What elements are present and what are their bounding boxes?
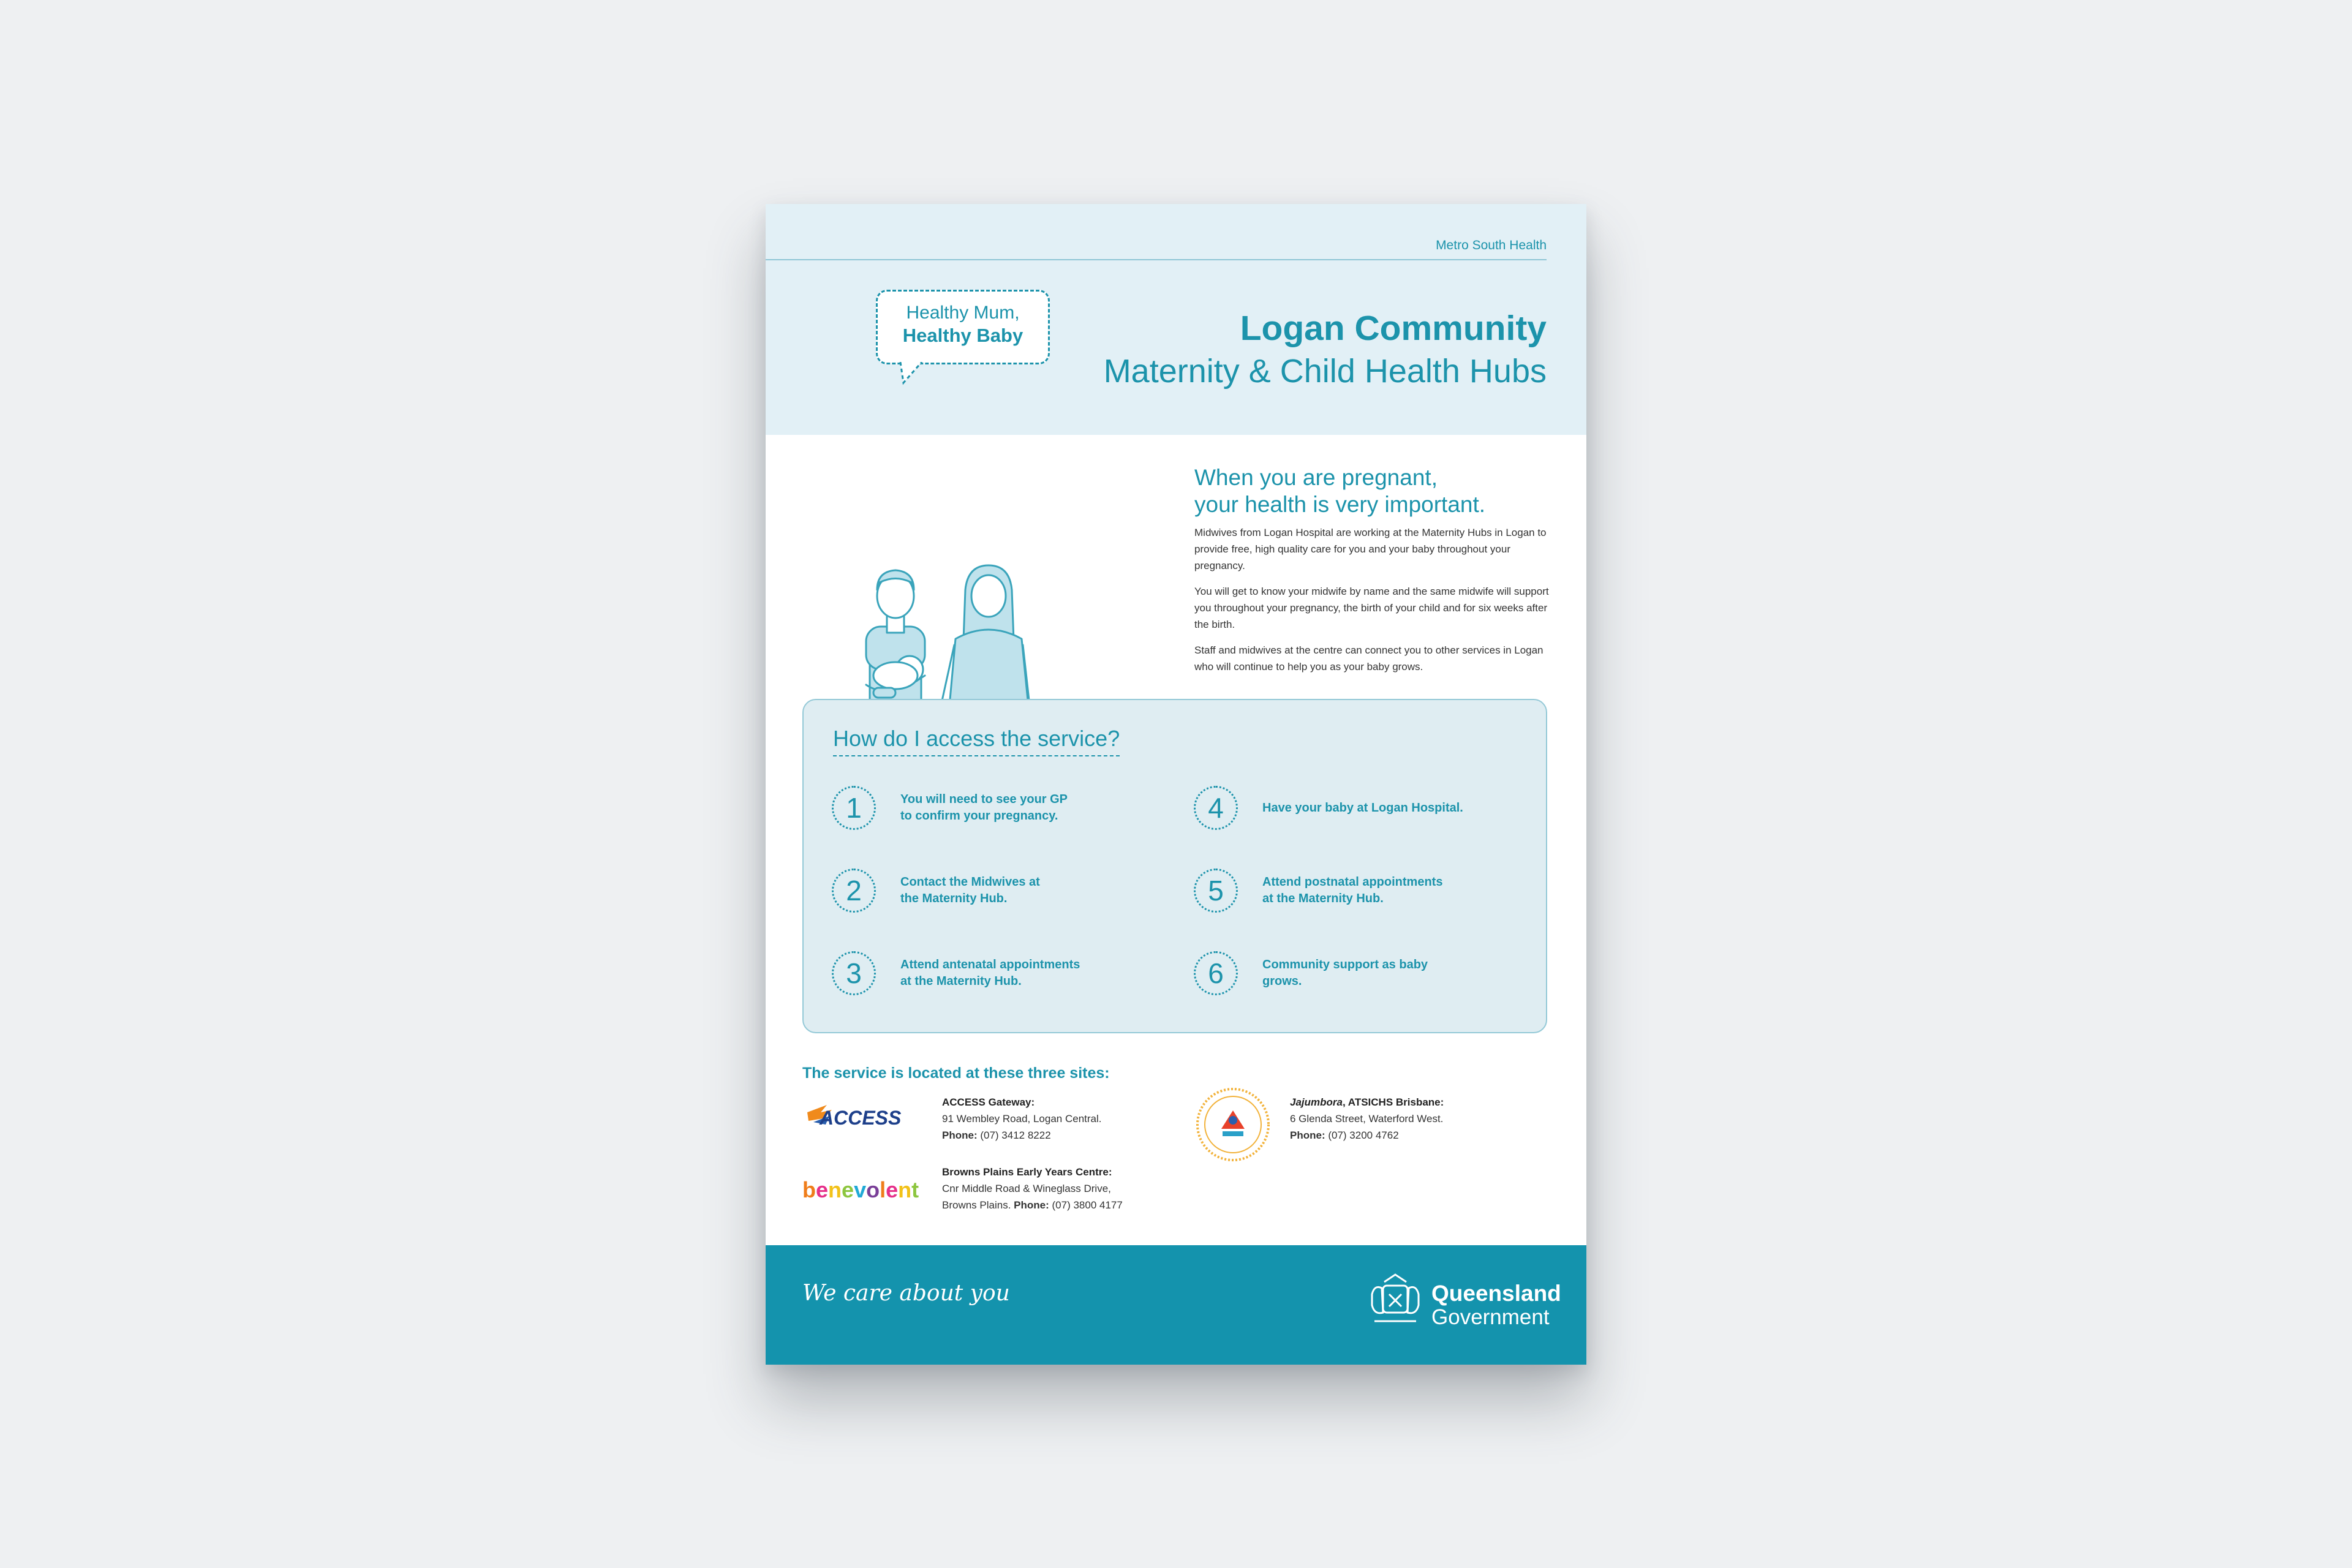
site-phone: [1290, 1127, 1444, 1144]
step-item: [832, 786, 1102, 830]
site-browns-plains: [942, 1164, 1123, 1213]
site-name-italic: Jajumbora: [1290, 1096, 1343, 1108]
intro-paragraph: You will get to know your midwife by name and the same midwife will support you throughout your pregnancy, the birth of your child and for six weeks after the birth.: [1194, 586, 1549, 630]
intro-paragraph: Midwives from Logan Hospital are working at the Maternity Hubs in Logan to provide free, high quality care for you and your baby throughout your pregnancy.: [1194, 527, 1547, 571]
footer-tagline: We care about you: [802, 1281, 1010, 1306]
step-number: 5: [1194, 869, 1238, 913]
site-name-rest: , ATSICHS Brisbane:: [1342, 1096, 1444, 1108]
bubble-line-2: Healthy Baby: [902, 325, 1023, 346]
speech-bubble: [876, 290, 1050, 364]
step-item: [1194, 869, 1464, 913]
step-text: Contact the Midwives at the Maternity Hub.: [900, 875, 1040, 905]
brand-name: Metro South Health: [1436, 238, 1547, 252]
step-text: Have your baby at Logan Hospital.: [1262, 801, 1463, 815]
access-logo-icon: [802, 1094, 919, 1137]
gov-name-line-1: Queensland: [1431, 1281, 1561, 1306]
site-access-gateway: [942, 1094, 1102, 1144]
site-phone: [942, 1127, 1102, 1144]
bubble-tail-icon: [897, 362, 934, 386]
header-rule: [766, 259, 1547, 260]
access-steps-panel: [802, 699, 1547, 1033]
access-logo-text: ACCESS: [820, 1107, 902, 1129]
site-phone-number: (07) 3412 8222: [977, 1129, 1051, 1141]
intro-heading-line-1: When you are pregnant,: [1194, 465, 1438, 490]
step-item: [832, 951, 1102, 995]
footer-bar: [766, 1245, 1586, 1365]
site-name: ACCESS Gateway:: [942, 1096, 1035, 1108]
site-name: Browns Plains Early Years Centre:: [942, 1166, 1112, 1178]
site-phone-label: Phone:: [1014, 1199, 1049, 1211]
site-name: [1290, 1094, 1444, 1110]
site-address-2: Browns Plains.: [942, 1199, 1011, 1211]
step-number: 2: [832, 869, 876, 913]
step-text: You will need to see your GP to confirm your pregnancy.: [900, 793, 1068, 823]
step-item: [1194, 786, 1464, 830]
page-title: Logan Community: [1240, 309, 1547, 348]
sites-section: [802, 1065, 1550, 1211]
sites-heading: The service is located at these three sites:: [802, 1065, 1110, 1082]
step-text: Attend antenatal appointments at the Maternity Hub.: [900, 958, 1080, 988]
flyer-page: [766, 204, 1586, 1365]
site-phone-label: Phone:: [1290, 1129, 1325, 1141]
benevolent-logo-text: benevolent: [802, 1177, 919, 1202]
benevolent-logo-icon: [802, 1172, 919, 1208]
intro-paragraph: Staff and midwives at the centre can connect you to other services in Logan who will continue to help you as your baby grows.: [1194, 644, 1544, 673]
site-address: 91 Wembley Road, Logan Central.: [942, 1113, 1102, 1125]
atsichs-logo-icon: [1194, 1086, 1272, 1163]
step-item: [1194, 951, 1464, 995]
step-text: Community support as baby grows.: [1262, 958, 1428, 988]
gov-name-line-2: Government: [1431, 1305, 1550, 1329]
intro-heading-line-2: your health is very important.: [1194, 492, 1486, 517]
intro-section: [1194, 464, 1550, 684]
step-text: Attend postnatal appointments at the Maternity Hub.: [1262, 875, 1443, 905]
step-number: 6: [1194, 951, 1238, 995]
site-phone-number: (07) 3200 4762: [1325, 1129, 1399, 1141]
site-address: Cnr Middle Road & Wineglass Drive,: [942, 1183, 1111, 1194]
step-number: 4: [1194, 786, 1238, 830]
site-phone: [942, 1197, 1123, 1213]
steps-heading: How do I access the service?: [833, 726, 1120, 756]
step-number: 3: [832, 951, 876, 995]
intro-heading: [1194, 464, 1550, 518]
site-address: 6 Glenda Street, Waterford West.: [1290, 1113, 1444, 1125]
bubble-line-1: Healthy Mum,: [906, 303, 1020, 323]
site-jajumbora: [1290, 1094, 1444, 1144]
page-subtitle: Maternity & Child Health Hubs: [1103, 353, 1547, 390]
step-number: 1: [832, 786, 876, 830]
site-phone-number: (07) 3800 4177: [1049, 1199, 1123, 1211]
site-phone-label: Phone:: [942, 1129, 978, 1141]
queensland-crest-icon: [1366, 1270, 1425, 1331]
step-item: [832, 869, 1102, 913]
